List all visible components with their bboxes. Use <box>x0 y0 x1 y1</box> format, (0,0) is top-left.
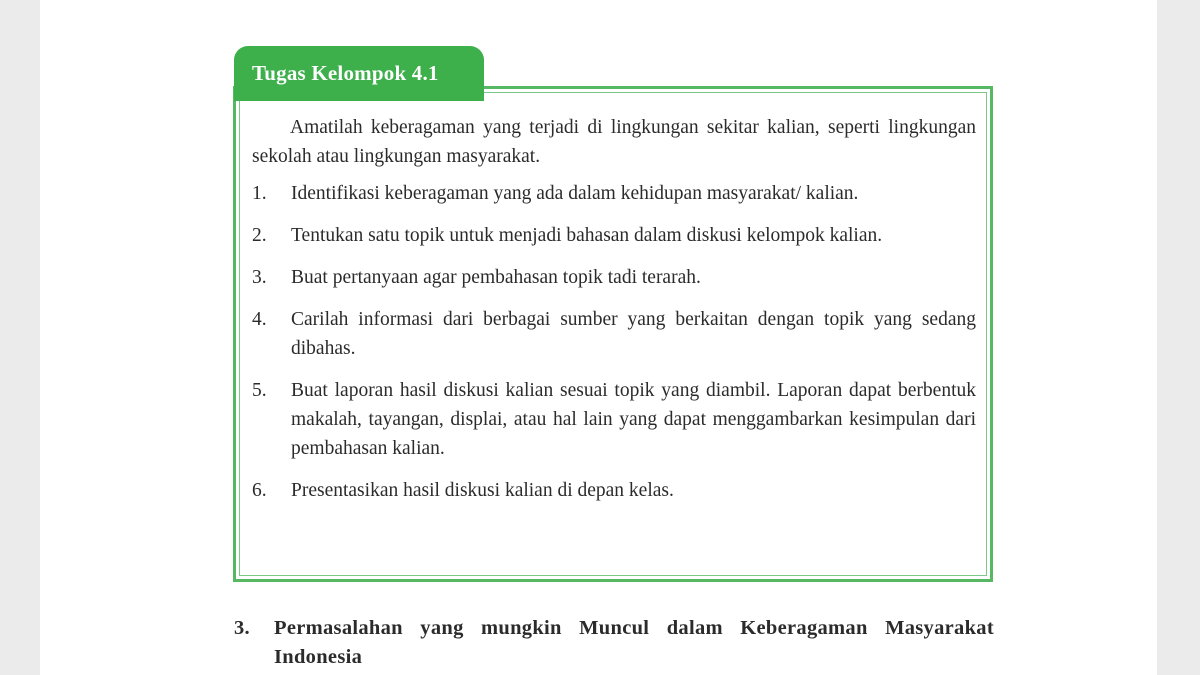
task-intro-paragraph: Amatilah keberagaman yang terjadi di lingkungan sekitar kalian, seperti lingkungan sekolah atau lingkungan masyarakat. <box>252 117 976 167</box>
task-item-text: Presentasikan hasil diskusi kalian di depan kelas. <box>291 480 674 501</box>
task-list-item <box>252 376 976 463</box>
task-list-item <box>252 305 976 363</box>
section-heading <box>234 614 994 672</box>
task-item-text: Buat laporan hasil diskusi kalian sesuai topik yang diambil. Laporan dapat berbentuk makalah, tayangan, displai, atau hal lain yang dapat menggambarkan kesimpulan dari pembahasan kalian. <box>291 380 976 459</box>
task-list-item <box>252 179 976 208</box>
task-item-number: 3. <box>252 267 267 288</box>
task-item-number: 6. <box>252 480 267 501</box>
task-list <box>252 179 976 518</box>
task-item-number: 5. <box>252 380 267 401</box>
task-list-item <box>252 221 976 250</box>
task-item-text: Tentukan satu topik untuk menjadi bahasan dalam diskusi kelompok kalian. <box>291 225 883 246</box>
task-list-item <box>252 263 976 292</box>
task-item-text: Carilah informasi dari berbagai sumber yang berkaitan dengan topik yang sedang dibahas. <box>291 309 976 359</box>
task-item-number: 1. <box>252 183 267 204</box>
group-task-title: Tugas Kelompok 4.1 <box>252 61 439 85</box>
task-item-text: Buat pertanyaan agar pembahasan topik tadi terarah. <box>291 267 701 288</box>
task-item-number: 2. <box>252 225 267 246</box>
section-number: 3. <box>234 617 250 639</box>
task-list-item <box>252 476 976 505</box>
task-item-text: Identifikasi keberagaman yang ada dalam kehidupan masyarakat/ kalian. <box>291 183 859 204</box>
section-title: Permasalahan yang mungkin Muncul dalam Keberagaman Masyarakat Indonesia <box>274 617 994 668</box>
task-item-number: 4. <box>252 309 267 330</box>
group-task-tab <box>234 46 484 101</box>
